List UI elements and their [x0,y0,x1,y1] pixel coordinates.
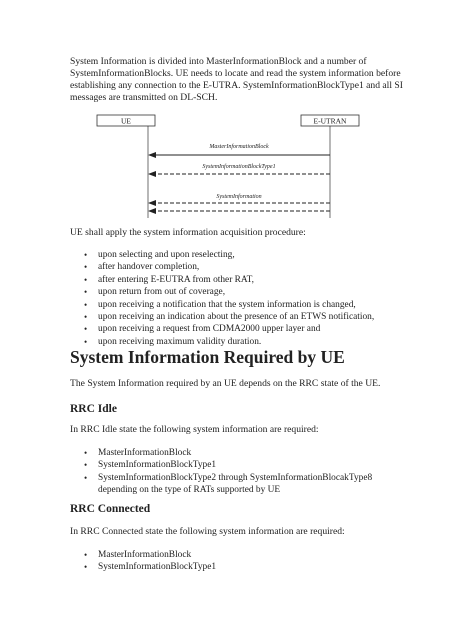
procedure-list [84,249,414,348]
eutran-entity-label: E-UTRAN [313,116,347,126]
list-item: • after entering E-EUTRA from other RAT, [84,274,414,286]
rrc-idle-intro: In RRC Idle state the following system information are required: [70,424,319,435]
rrc-connected-heading: RRC Connected [70,503,151,515]
rrc-connected-intro: In RRC Connected state the following system information are required: [70,526,345,537]
section-intro: The System Information required by an UE depends on the RRC state of the UE. [70,378,381,389]
list-item: • upon receiving a notification that the system information is changed, [84,299,414,311]
ue-entity-label: UE [121,116,131,126]
list-item: • MasterInformationBlock [84,549,414,561]
message-label-mib: MasterInformationBlock [209,144,269,150]
arrowhead-sib1 [148,171,156,177]
message-label-sib1: SystemInformationBlockType1 [202,164,276,170]
list-item: • MasterInformationBlock [84,447,384,459]
list-item: • upon selecting and upon reselecting, [84,249,414,261]
list-item: • upon return from out of coverage, [84,286,414,298]
arrowhead-si-2 [148,208,156,214]
procedure-intro: UE shall apply the system information acquisition procedure: [70,227,306,238]
rrc-idle-list [84,447,384,497]
list-item: • SystemInformationBlockType1 [84,561,414,573]
arrowhead-mib [148,152,156,158]
list-item: • SystemInformationBlockType1 [84,459,384,471]
list-item: • upon receiving an indication about the presence of an ETWS notification, [84,311,414,323]
arrowhead-si-1 [148,200,156,206]
list-item: • after handover completion, [84,261,414,273]
list-item: • upon receiving a request from CDMA2000 upper layer and [84,323,414,335]
list-item: • upon receiving maximum validity duration. [84,336,414,348]
section-heading: System Information Required by UE [70,347,345,367]
intro-paragraph: System Information is divided into MasterInformationBlock and a number of SystemInformationBlocks. UE needs to locate and read the system information before establishing any connection to the E-UTRA. SystemInformationBlockType1 and all SI messages are transmitted on DL-SCH. [70,56,403,103]
list-item: • SystemInformationBlockType2 through SystemInformationBlocakType8 depending on the type of RATs supported by UE [84,472,384,497]
message-label-si: SystemInformation [216,194,262,200]
rrc-connected-list [84,549,414,574]
rrc-idle-heading: RRC Idle [70,403,117,415]
